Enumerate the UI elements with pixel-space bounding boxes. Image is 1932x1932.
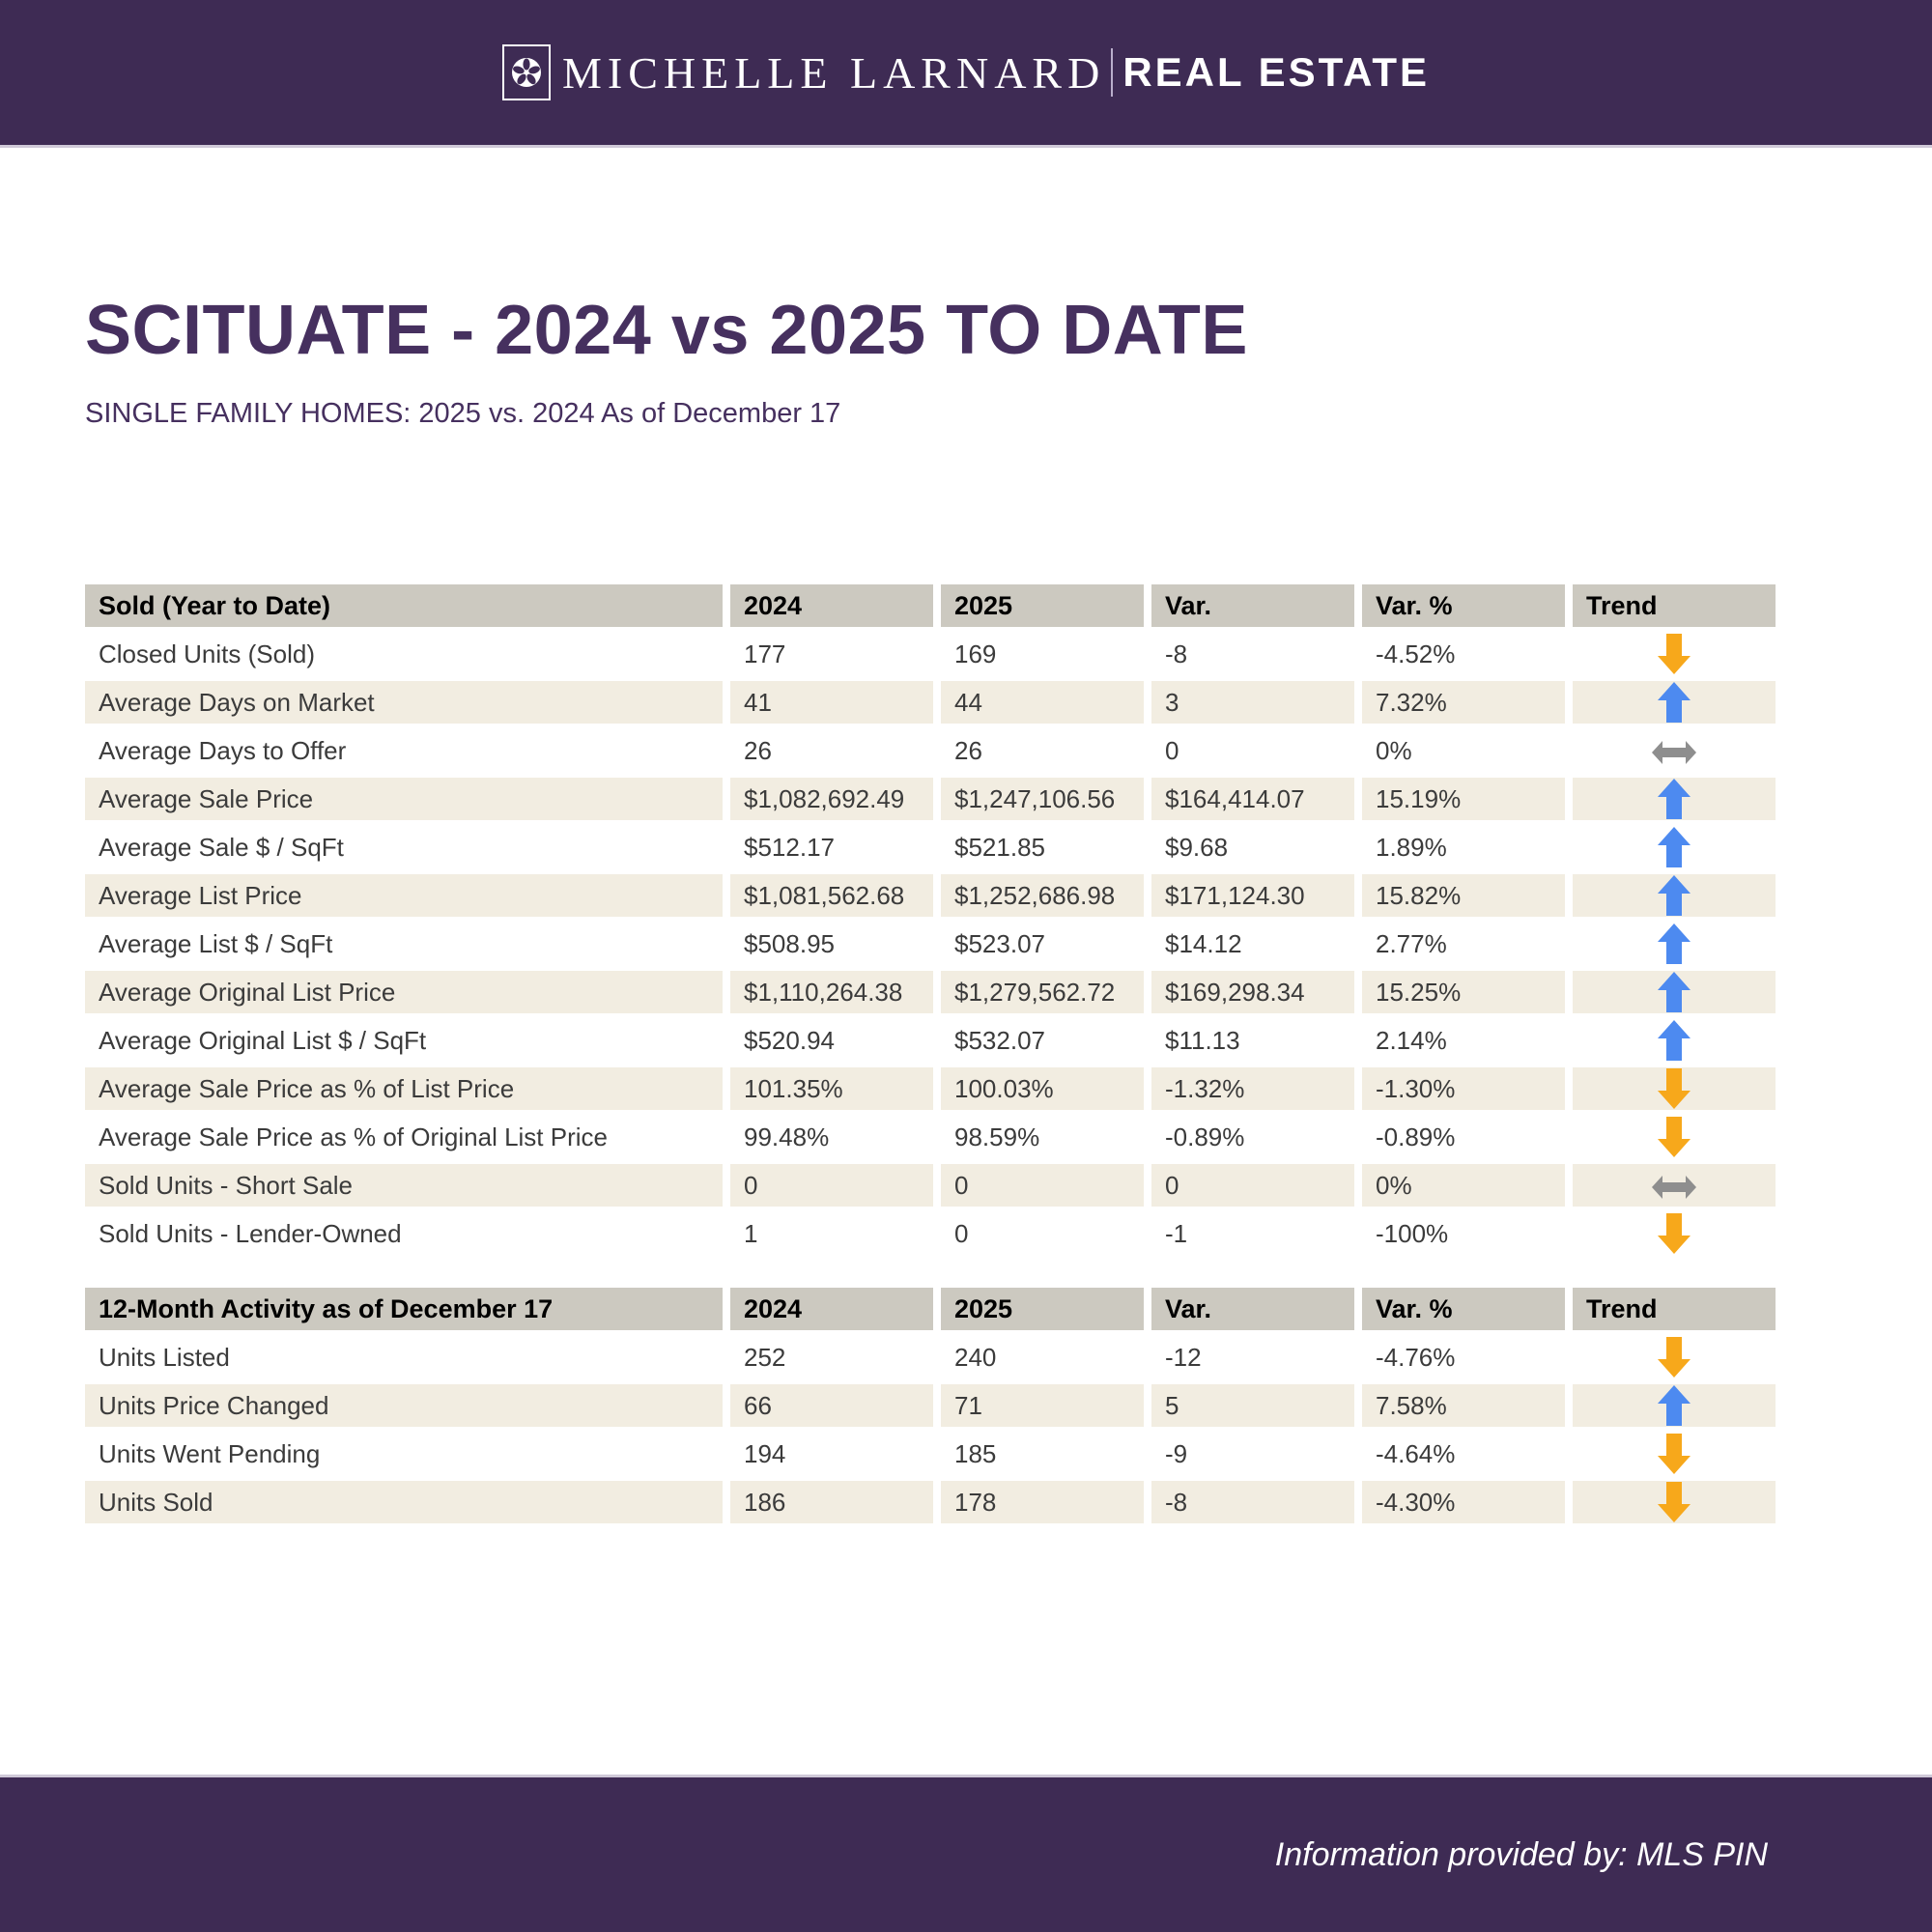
metric-value: $164,414.07 bbox=[1151, 778, 1354, 820]
table-row bbox=[85, 1433, 1776, 1475]
trend-cell bbox=[1573, 633, 1776, 675]
metric-label: Closed Units (Sold) bbox=[99, 639, 315, 668]
metric-value: $1,082,692.49 bbox=[730, 778, 933, 820]
column-header: Var. bbox=[1151, 584, 1354, 627]
metric-value: 1.89% bbox=[1376, 832, 1447, 862]
metric-value: 2.14% bbox=[1376, 1025, 1447, 1055]
metric-label: Average List $ / SqFt bbox=[99, 928, 333, 958]
metric-value: 169 bbox=[954, 639, 997, 668]
metric-value: 15.25% bbox=[1362, 971, 1565, 1013]
trend-cell bbox=[1573, 729, 1776, 772]
trend-cell bbox=[1573, 971, 1776, 1013]
trend-down-icon bbox=[1658, 634, 1690, 674]
metric-value: 44 bbox=[941, 681, 1144, 724]
metric-label: Average Days on Market bbox=[85, 681, 723, 724]
trend-flat-icon bbox=[1652, 1176, 1696, 1199]
table-row bbox=[85, 971, 1776, 1013]
metric-value: 177 bbox=[744, 639, 786, 668]
table-row bbox=[85, 1116, 1776, 1158]
metric-value: 71 bbox=[941, 1384, 1144, 1427]
trend-cell bbox=[1573, 1019, 1776, 1062]
metric-value: 26 bbox=[744, 735, 772, 765]
trend-cell bbox=[1573, 1067, 1776, 1110]
brand-header bbox=[0, 0, 1932, 148]
metric-value: 0 bbox=[954, 1218, 969, 1248]
metric-value: 240 bbox=[954, 1342, 997, 1372]
metric-value: -12 bbox=[1165, 1342, 1202, 1372]
header-row bbox=[85, 1288, 1776, 1330]
metric-value: $521.85 bbox=[954, 832, 1045, 862]
metric-value: -0.89% bbox=[1165, 1122, 1245, 1151]
metric-value: -4.64% bbox=[1376, 1438, 1456, 1468]
trend-down-icon bbox=[1658, 1213, 1690, 1254]
trend-cell bbox=[1573, 826, 1776, 868]
column-header: 2025 bbox=[941, 584, 1144, 627]
metric-label: Units Went Pending bbox=[99, 1438, 321, 1468]
trend-up-icon bbox=[1658, 923, 1690, 964]
metric-value: $520.94 bbox=[744, 1025, 835, 1055]
metric-label: Units Listed bbox=[99, 1342, 230, 1372]
trend-up-icon bbox=[1658, 682, 1690, 723]
metric-value: 0 bbox=[1151, 1164, 1354, 1207]
brand-logo bbox=[502, 44, 1430, 100]
metric-value: $171,124.30 bbox=[1151, 874, 1354, 917]
metric-label: Average Sale Price bbox=[85, 778, 723, 820]
metric-value: $11.13 bbox=[1165, 1025, 1240, 1055]
metric-label: Units Price Changed bbox=[85, 1384, 723, 1427]
metric-label: Sold Units - Lender-Owned bbox=[99, 1218, 402, 1248]
metric-label: Average Sale $ / SqFt bbox=[99, 832, 344, 862]
metric-value: 41 bbox=[730, 681, 933, 724]
sand-dollar-logo-icon bbox=[502, 44, 551, 100]
table-row bbox=[85, 874, 1776, 917]
column-header: Trend bbox=[1573, 584, 1776, 627]
trend-up-icon bbox=[1658, 1385, 1690, 1426]
metric-value: 100.03% bbox=[941, 1067, 1144, 1110]
table-row bbox=[85, 1336, 1776, 1378]
trend-down-icon bbox=[1658, 1482, 1690, 1522]
trend-up-icon bbox=[1658, 827, 1690, 867]
metric-value: $9.68 bbox=[1165, 832, 1229, 862]
metric-label: Average Days to Offer bbox=[99, 735, 347, 765]
metric-value: $1,252,686.98 bbox=[941, 874, 1144, 917]
metric-value: 185 bbox=[954, 1438, 997, 1468]
metric-value: 0 bbox=[941, 1164, 1144, 1207]
header-row bbox=[85, 584, 1776, 627]
metric-label: Average Original List Price bbox=[85, 971, 723, 1013]
metric-value: -1.32% bbox=[1151, 1067, 1354, 1110]
metric-label: Sold Units - Short Sale bbox=[85, 1164, 723, 1207]
page-title: SCITUATE - 2024 vs 2025 TO DATE bbox=[85, 292, 1248, 369]
report-body bbox=[0, 293, 1932, 1529]
metric-value: -4.52% bbox=[1376, 639, 1456, 668]
page-subtitle: SINGLE FAMILY HOMES: 2025 vs. 2024 As of December 17 bbox=[85, 398, 841, 430]
brand-name-sans: REAL ESTATE bbox=[1122, 49, 1431, 95]
metric-value: $1,247,106.56 bbox=[941, 778, 1144, 820]
metric-value: $169,298.34 bbox=[1151, 971, 1354, 1013]
metric-value: 99.48% bbox=[744, 1122, 830, 1151]
metric-value: 186 bbox=[730, 1481, 933, 1523]
metric-value: -4.30% bbox=[1362, 1481, 1565, 1523]
metric-value: $508.95 bbox=[744, 928, 835, 958]
trend-down-icon bbox=[1658, 1434, 1690, 1474]
table-row bbox=[85, 1067, 1776, 1110]
metric-value: 15.82% bbox=[1362, 874, 1565, 917]
metric-value: 5 bbox=[1151, 1384, 1354, 1427]
sold-year-to-date-table bbox=[77, 579, 1783, 1261]
twelve-month-activity-table bbox=[77, 1282, 1783, 1529]
column-header: Sold (Year to Date) bbox=[85, 584, 723, 627]
metric-value: 7.58% bbox=[1362, 1384, 1565, 1427]
metric-value: -8 bbox=[1165, 639, 1188, 668]
column-header: 2025 bbox=[941, 1288, 1144, 1330]
trend-cell bbox=[1573, 1116, 1776, 1158]
metric-value: 0 bbox=[730, 1164, 933, 1207]
footer-attribution: Information provided by: MLS PIN bbox=[1274, 1835, 1768, 1873]
trend-cell bbox=[1573, 923, 1776, 965]
table-row bbox=[85, 778, 1776, 820]
metric-value: 194 bbox=[744, 1438, 786, 1468]
metric-value: $1,081,562.68 bbox=[730, 874, 933, 917]
trend-cell bbox=[1573, 1481, 1776, 1523]
metric-value: 1 bbox=[744, 1218, 758, 1248]
trend-down-icon bbox=[1658, 1117, 1690, 1157]
metric-label: Average Sale Price as % of Original List Price bbox=[99, 1122, 608, 1151]
trend-cell bbox=[1573, 1164, 1776, 1207]
table-row bbox=[85, 826, 1776, 868]
metric-value: -100% bbox=[1376, 1218, 1449, 1248]
metric-value: 98.59% bbox=[954, 1122, 1040, 1151]
trend-cell bbox=[1573, 681, 1776, 724]
table-row bbox=[85, 633, 1776, 675]
metric-value: 66 bbox=[730, 1384, 933, 1427]
metric-value: -0.89% bbox=[1376, 1122, 1456, 1151]
column-header: Var. % bbox=[1362, 584, 1565, 627]
trend-up-icon bbox=[1658, 875, 1690, 916]
metric-value: -1 bbox=[1165, 1218, 1188, 1248]
trend-cell bbox=[1573, 778, 1776, 820]
trend-cell bbox=[1573, 1212, 1776, 1255]
metric-value: 2.77% bbox=[1376, 928, 1447, 958]
metric-value: 26 bbox=[954, 735, 982, 765]
column-header: 12-Month Activity as of December 17 bbox=[85, 1288, 723, 1330]
trend-up-icon bbox=[1658, 1020, 1690, 1061]
table-row bbox=[85, 1481, 1776, 1523]
trend-cell bbox=[1573, 1433, 1776, 1475]
table-row bbox=[85, 1019, 1776, 1062]
metric-value: $14.12 bbox=[1165, 928, 1242, 958]
table-row bbox=[85, 729, 1776, 772]
table-row bbox=[85, 1212, 1776, 1255]
metric-value: 101.35% bbox=[730, 1067, 933, 1110]
metric-value: -4.76% bbox=[1376, 1342, 1456, 1372]
column-header: 2024 bbox=[730, 584, 933, 627]
trend-up-icon bbox=[1658, 779, 1690, 819]
trend-down-icon bbox=[1658, 1068, 1690, 1109]
metric-label: Average List Price bbox=[85, 874, 723, 917]
metric-value: 178 bbox=[941, 1481, 1144, 1523]
trend-cell bbox=[1573, 1384, 1776, 1427]
table-row bbox=[85, 1164, 1776, 1207]
footer-bar bbox=[0, 1775, 1932, 1932]
metric-label: Average Original List $ / SqFt bbox=[99, 1025, 427, 1055]
metric-value: $1,279,562.72 bbox=[941, 971, 1144, 1013]
column-header: Var. % bbox=[1362, 1288, 1565, 1330]
column-header: 2024 bbox=[730, 1288, 933, 1330]
trend-up-icon bbox=[1658, 972, 1690, 1012]
metric-value: -9 bbox=[1165, 1438, 1188, 1468]
column-header: Trend bbox=[1573, 1288, 1776, 1330]
logo-divider bbox=[1111, 48, 1113, 97]
metric-value: 0 bbox=[1165, 735, 1179, 765]
metric-value: $1,110,264.38 bbox=[730, 971, 933, 1013]
metric-value: 0% bbox=[1376, 735, 1412, 765]
metric-label: Units Sold bbox=[85, 1481, 723, 1523]
metric-value: 15.19% bbox=[1362, 778, 1565, 820]
trend-cell bbox=[1573, 874, 1776, 917]
metric-value: 0% bbox=[1362, 1164, 1565, 1207]
trend-cell bbox=[1573, 1336, 1776, 1378]
metric-value: $523.07 bbox=[954, 928, 1045, 958]
column-header: Var. bbox=[1151, 1288, 1354, 1330]
metric-value: 3 bbox=[1151, 681, 1354, 724]
metric-value: $532.07 bbox=[954, 1025, 1045, 1055]
table-row bbox=[85, 923, 1776, 965]
metric-label: Average Sale Price as % of List Price bbox=[85, 1067, 723, 1110]
brand-name-serif: MICHELLE LARNARD bbox=[561, 47, 1106, 98]
trend-flat-icon bbox=[1652, 741, 1696, 764]
table-row bbox=[85, 1384, 1776, 1427]
metric-value: -1.30% bbox=[1362, 1067, 1565, 1110]
trend-down-icon bbox=[1658, 1337, 1690, 1378]
metric-value: -8 bbox=[1151, 1481, 1354, 1523]
metric-value: 252 bbox=[744, 1342, 786, 1372]
metric-value: 7.32% bbox=[1362, 681, 1565, 724]
metric-value: $512.17 bbox=[744, 832, 835, 862]
table-row bbox=[85, 681, 1776, 724]
